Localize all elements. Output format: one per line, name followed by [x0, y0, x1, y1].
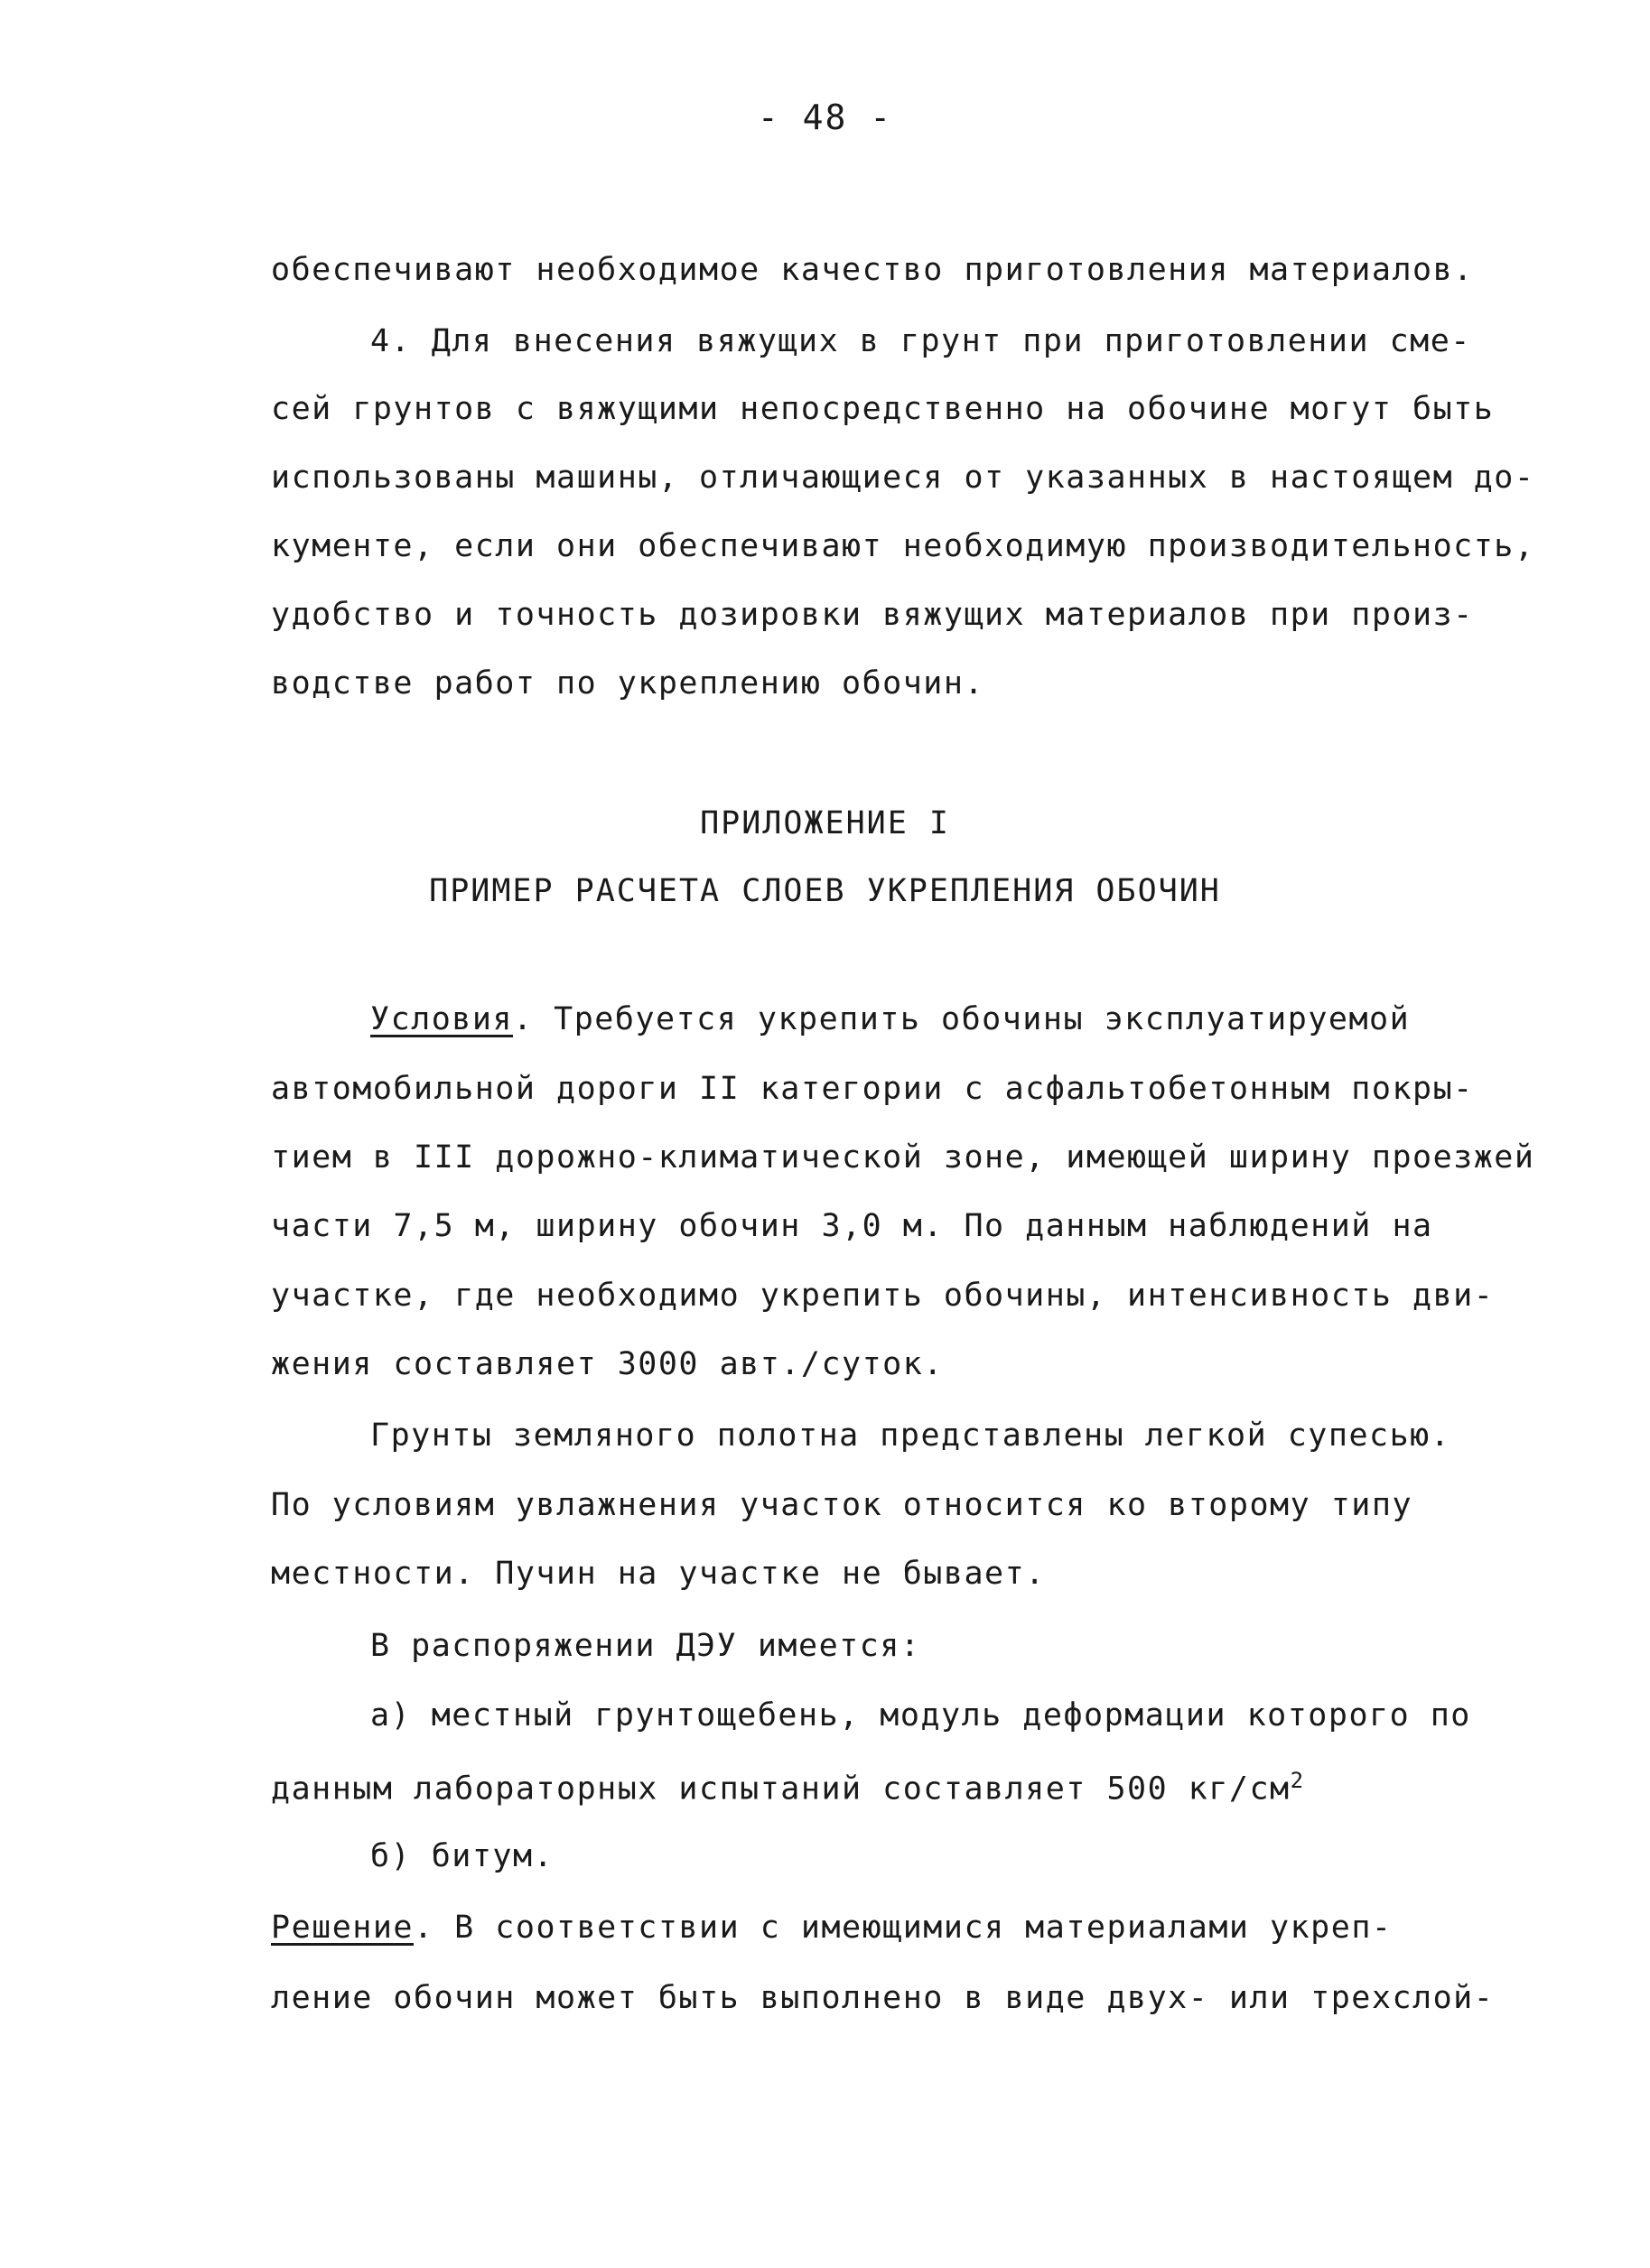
page-number: - 48 - — [757, 98, 893, 137]
text-line — [370, 1001, 1411, 1037]
text-line: обеспечивают необходимое качество приготовления материалов. — [271, 252, 1474, 288]
text-line: а) местный грунтощебень, модуль деформации которого по — [370, 1697, 1471, 1734]
item-a-text: данным лабораторных испытаний составляет 500 кг/см — [271, 1771, 1291, 1808]
conditions-text: . Требуется укрепить обочины эксплуатируемой — [513, 1001, 1411, 1037]
text-line: По условиям увлажнения участок относится ко второму типу — [271, 1487, 1413, 1523]
text-line: Грунты земляного полотна представлены легкой супесью. — [370, 1418, 1451, 1454]
text-line: тием в III дорожно-климатической зоне, имеющей ширину проезжей — [271, 1139, 1535, 1176]
text-line: 4. Для внесения вяжущих в грунт при приготовлении сме- — [370, 323, 1471, 359]
superscript: 2 — [1290, 1768, 1305, 1793]
appendix-subtitle: ПРИМЕР РАСЧЕТА СЛОЕВ УКРЕПЛЕНИЯ ОБОЧИН — [429, 873, 1221, 909]
text-line: водстве работ по укреплению обочин. — [271, 665, 985, 702]
text-line: ление обочин может быть выполнено в виде двух- или трехслой- — [271, 1980, 1495, 2016]
text-line — [271, 1770, 1305, 1806]
text-line: использованы машины, отличающиеся от указанных в настоящем до- — [271, 460, 1535, 496]
text-line: жения составляет 3000 авт./суток. — [271, 1346, 944, 1382]
text-line: удобство и точность дозировки вяжущих материалов при произ- — [271, 597, 1474, 633]
conditions-label: Условия — [370, 1001, 514, 1037]
text-line: сей грунтов с вяжущими непосредственно на обочине могут быть — [271, 391, 1495, 427]
solution-text: . В соответствии с имеющимися материалами укреп- — [414, 1910, 1393, 1946]
solution-label: Решение — [271, 1910, 415, 1946]
text-line: местности. Пучин на участке не бывает. — [271, 1556, 1046, 1592]
text-line: В распоряжении ДЭУ имеется: — [370, 1628, 921, 1664]
text-line: б) битум. — [370, 1838, 555, 1874]
appendix-title: ПРИЛОЖЕНИЕ I — [700, 805, 950, 841]
text-line: кументе, если они обеспечивают необходимую производительность, — [271, 528, 1535, 564]
text-line: автомобильной дороги II категории с асфальтобетонным покры- — [271, 1071, 1474, 1107]
text-line: части 7,5 м, ширину обочин 3,0 м. По данным наблюдений на — [271, 1208, 1433, 1244]
text-line — [271, 1912, 1392, 1944]
text-line: участке, где необходимо укрепить обочины, интенсивность дви- — [271, 1278, 1495, 1314]
